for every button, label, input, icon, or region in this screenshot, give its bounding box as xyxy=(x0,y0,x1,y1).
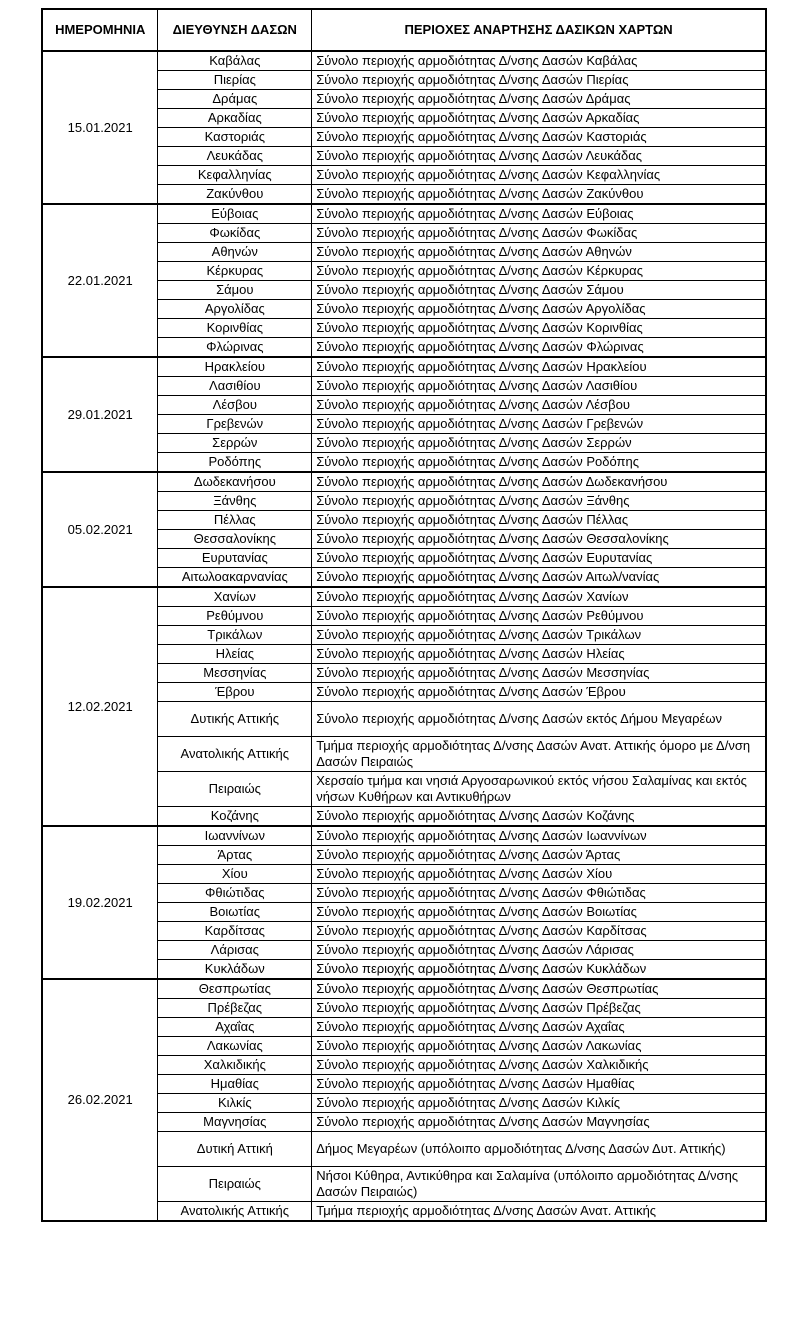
area-cell: Σύνολο περιοχής αρμοδιότητας Δ/νσης Δασών Κορινθίας xyxy=(312,319,766,338)
table-row xyxy=(42,204,766,224)
area-cell: Σύνολο περιοχής αρμοδιότητας Δ/νσης Δασών Καβάλας xyxy=(312,51,766,71)
directorate-cell: Γρεβενών xyxy=(158,415,312,434)
table-row xyxy=(42,51,766,71)
directorate-cell: Αχαΐας xyxy=(158,1018,312,1037)
directorate-cell: Χανίων xyxy=(158,587,312,607)
table-row xyxy=(42,979,766,999)
directorate-cell: Κεφαλληνίας xyxy=(158,166,312,185)
area-cell: Σύνολο περιοχής αρμοδιότητας Δ/νσης Δασών Ηλείας xyxy=(312,645,766,664)
area-cell: Σύνολο περιοχής αρμοδιότητας Δ/νσης Δασών Σερρών xyxy=(312,434,766,453)
area-cell: Σύνολο περιοχής αρμοδιότητας Δ/νσης Δασών Κεφαλληνίας xyxy=(312,166,766,185)
directorate-cell: Λέσβου xyxy=(158,396,312,415)
directorate-cell: Σάμου xyxy=(158,281,312,300)
date-cell: 22.01.2021 xyxy=(42,204,158,357)
area-cell: Σύνολο περιοχής αρμοδιότητας Δ/νσης Δασών Ρεθύμνου xyxy=(312,607,766,626)
directorate-cell: Μεσσηνίας xyxy=(158,664,312,683)
directorate-cell: Καρδίτσας xyxy=(158,922,312,941)
directorate-cell: Χίου xyxy=(158,865,312,884)
area-cell: Σύνολο περιοχής αρμοδιότητας Δ/νσης Δασών Λάρισας xyxy=(312,941,766,960)
date-cell: 19.02.2021 xyxy=(42,826,158,979)
directorate-cell: Φθιώτιδας xyxy=(158,884,312,903)
directorate-cell: Λασιθίου xyxy=(158,377,312,396)
area-cell: Σύνολο περιοχής αρμοδιότητας Δ/νσης Δασών Ροδόπης xyxy=(312,453,766,473)
directorate-cell: Δυτικής Αττικής xyxy=(158,702,312,737)
directorate-cell: Κιλκίς xyxy=(158,1094,312,1113)
area-cell: Σύνολο περιοχής αρμοδιότητας Δ/νσης Δασών Πιερίας xyxy=(312,71,766,90)
area-cell: Σύνολο περιοχής αρμοδιότητας Δ/νσης Δασών Φλώρινας xyxy=(312,338,766,358)
directorate-cell: Κυκλάδων xyxy=(158,960,312,980)
area-cell: Σύνολο περιοχής αρμοδιότητας Δ/νσης Δασών Κοζάνης xyxy=(312,807,766,827)
area-cell: Σύνολο περιοχής αρμοδιότητας Δ/νσης Δασών Αχαΐας xyxy=(312,1018,766,1037)
directorate-cell: Κοζάνης xyxy=(158,807,312,827)
directorate-cell: Αιτωλοακαρνανίας xyxy=(158,568,312,588)
directorate-cell: Θεσπρωτίας xyxy=(158,979,312,999)
area-cell: Σύνολο περιοχής αρμοδιότητας Δ/νσης Δασών Έβρου xyxy=(312,683,766,702)
directorate-cell: Κορινθίας xyxy=(158,319,312,338)
area-cell: Σύνολο περιοχής αρμοδιότητας Δ/νσης Δασών Αιτωλ/νανίας xyxy=(312,568,766,588)
directorate-cell: Ρεθύμνου xyxy=(158,607,312,626)
area-cell: Σύνολο περιοχής αρμοδιότητας Δ/νσης Δασών Φωκίδας xyxy=(312,224,766,243)
directorate-cell: Ξάνθης xyxy=(158,492,312,511)
directorate-cell: Εύβοιας xyxy=(158,204,312,224)
date-cell: 05.02.2021 xyxy=(42,472,158,587)
area-cell: Τμήμα περιοχής αρμοδιότητας Δ/νσης Δασών Ανατ. Αττικής xyxy=(312,1202,766,1222)
date-group xyxy=(42,979,766,1221)
area-cell: Σύνολο περιοχής αρμοδιότητας Δ/νσης Δασών Πρέβεζας xyxy=(312,999,766,1018)
directorate-cell: Καβάλας xyxy=(158,51,312,71)
area-cell: Σύνολο περιοχής αρμοδιότητας Δ/νσης Δασών εκτός Δήμου Μεγαρέων xyxy=(312,702,766,737)
area-cell: Σύνολο περιοχής αρμοδιότητας Δ/νσης Δασών Δράμας xyxy=(312,90,766,109)
area-cell: Σύνολο περιοχής αρμοδιότητας Δ/νσης Δασών Τρικάλων xyxy=(312,626,766,645)
directorate-cell: Αθηνών xyxy=(158,243,312,262)
directorate-cell: Ζακύνθου xyxy=(158,185,312,205)
area-cell: Σύνολο περιοχής αρμοδιότητας Δ/νσης Δασών Λέσβου xyxy=(312,396,766,415)
area-cell: Σύνολο περιοχής αρμοδιότητας Δ/νσης Δασών Άρτας xyxy=(312,846,766,865)
area-cell: Σύνολο περιοχής αρμοδιότητας Δ/νσης Δασών Θεσσαλονίκης xyxy=(312,530,766,549)
directorate-cell: Καστοριάς xyxy=(158,128,312,147)
directorate-cell: Τρικάλων xyxy=(158,626,312,645)
area-cell: Σύνολο περιοχής αρμοδιότητας Δ/νσης Δασών Γρεβενών xyxy=(312,415,766,434)
header-date: ΗΜΕΡΟΜΗΝΙΑ xyxy=(42,9,158,51)
area-cell: Σύνολο περιοχής αρμοδιότητας Δ/νσης Δασών Αθηνών xyxy=(312,243,766,262)
schedule-table xyxy=(41,8,767,1222)
area-cell: Τμήμα περιοχής αρμοδιότητας Δ/νσης Δασών Ανατ. Αττικής όμορο με Δ/νση Δασών Πειραιώς xyxy=(312,737,766,772)
directorate-cell: Αργολίδας xyxy=(158,300,312,319)
header-areas: ΠΕΡΙΟΧΕΣ ΑΝΑΡΤΗΣΗΣ ΔΑΣΙΚΩΝ ΧΑΡΤΩΝ xyxy=(312,9,766,51)
area-cell: Σύνολο περιοχής αρμοδιότητας Δ/νσης Δασών Χαλκιδικής xyxy=(312,1056,766,1075)
area-cell: Σύνολο περιοχής αρμοδιότητας Δ/νσης Δασών Κέρκυρας xyxy=(312,262,766,281)
directorate-cell: Πέλλας xyxy=(158,511,312,530)
area-cell: Σύνολο περιοχής αρμοδιότητας Δ/νσης Δασών Κυκλάδων xyxy=(312,960,766,980)
date-cell: 26.02.2021 xyxy=(42,979,158,1221)
header-directorate: ΔΙΕΥΘΥΝΣΗ ΔΑΣΩΝ xyxy=(158,9,312,51)
directorate-cell: Λευκάδας xyxy=(158,147,312,166)
area-cell: Σύνολο περιοχής αρμοδιότητας Δ/νσης Δασών Ιωαννίνων xyxy=(312,826,766,846)
area-cell: Σύνολο περιοχής αρμοδιότητας Δ/νσης Δασών Κιλκίς xyxy=(312,1094,766,1113)
directorate-cell: Πειραιώς xyxy=(158,1167,312,1202)
area-cell: Σύνολο περιοχής αρμοδιότητας Δ/νσης Δασών Μεσσηνίας xyxy=(312,664,766,683)
directorate-cell: Λακωνίας xyxy=(158,1037,312,1056)
directorate-cell: Δωδεκανήσου xyxy=(158,472,312,492)
area-cell: Σύνολο περιοχής αρμοδιότητας Δ/νσης Δασών Αρκαδίας xyxy=(312,109,766,128)
date-group xyxy=(42,587,766,826)
directorate-cell: Θεσσαλονίκης xyxy=(158,530,312,549)
area-cell: Σύνολο περιοχής αρμοδιότητας Δ/νσης Δασών Λακωνίας xyxy=(312,1037,766,1056)
directorate-cell: Ανατολικής Αττικής xyxy=(158,1202,312,1222)
area-cell: Σύνολο περιοχής αρμοδιότητας Δ/νσης Δασών Ημαθίας xyxy=(312,1075,766,1094)
directorate-cell: Ηλείας xyxy=(158,645,312,664)
area-cell: Σύνολο περιοχής αρμοδιότητας Δ/νσης Δασών Χίου xyxy=(312,865,766,884)
area-cell: Νήσοι Κύθηρα, Αντικύθηρα και Σαλαμίνα (υπόλοιπο αρμοδιότητας Δ/νσης Δασών Πειραιώς) xyxy=(312,1167,766,1202)
date-cell: 12.02.2021 xyxy=(42,587,158,826)
date-group xyxy=(42,826,766,979)
directorate-cell: Φλώρινας xyxy=(158,338,312,358)
date-group xyxy=(42,472,766,587)
date-cell: 29.01.2021 xyxy=(42,357,158,472)
date-group xyxy=(42,51,766,204)
area-cell: Σύνολο περιοχής αρμοδιότητας Δ/νσης Δασών Βοιωτίας xyxy=(312,903,766,922)
directorate-cell: Ηρακλείου xyxy=(158,357,312,377)
area-cell: Σύνολο περιοχής αρμοδιότητας Δ/νσης Δασών Καστοριάς xyxy=(312,128,766,147)
area-cell: Σύνολο περιοχής αρμοδιότητας Δ/νσης Δασών Πέλλας xyxy=(312,511,766,530)
table-row xyxy=(42,472,766,492)
area-cell: Σύνολο περιοχής αρμοδιότητας Δ/νσης Δασών Θεσπρωτίας xyxy=(312,979,766,999)
table-row xyxy=(42,587,766,607)
directorate-cell: Ροδόπης xyxy=(158,453,312,473)
directorate-cell: Άρτας xyxy=(158,846,312,865)
directorate-cell: Ανατολικής Αττικής xyxy=(158,737,312,772)
area-cell: Σύνολο περιοχής αρμοδιότητας Δ/νσης Δασών Αργολίδας xyxy=(312,300,766,319)
directorate-cell: Αρκαδίας xyxy=(158,109,312,128)
area-cell: Σύνολο περιοχής αρμοδιότητας Δ/νσης Δασών Φθιώτιδας xyxy=(312,884,766,903)
date-group xyxy=(42,357,766,472)
area-cell: Σύνολο περιοχής αρμοδιότητας Δ/νσης Δασών Εύβοιας xyxy=(312,204,766,224)
area-cell: Σύνολο περιοχής αρμοδιότητας Δ/νσης Δασών Ευρυτανίας xyxy=(312,549,766,568)
area-cell: Σύνολο περιοχής αρμοδιότητας Δ/νσης Δασών Καρδίτσας xyxy=(312,922,766,941)
table-row xyxy=(42,826,766,846)
area-cell: Σύνολο περιοχής αρμοδιότητας Δ/νσης Δασών Λευκάδας xyxy=(312,147,766,166)
area-cell: Χερσαίο τμήμα και νησιά Αργοσαρωνικού εκτός νήσου Σαλαμίνας και εκτός νήσων Κυθήρων και Αντικυθήρων xyxy=(312,772,766,807)
area-cell: Σύνολο περιοχής αρμοδιότητας Δ/νσης Δασών Μαγνησίας xyxy=(312,1113,766,1132)
area-cell: Σύνολο περιοχής αρμοδιότητας Δ/νσης Δασών Χανίων xyxy=(312,587,766,607)
date-group xyxy=(42,204,766,357)
table-row xyxy=(42,357,766,377)
directorate-cell: Ευρυτανίας xyxy=(158,549,312,568)
directorate-cell: Φωκίδας xyxy=(158,224,312,243)
area-cell: Σύνολο περιοχής αρμοδιότητας Δ/νσης Δασών Λασιθίου xyxy=(312,377,766,396)
directorate-cell: Πιερίας xyxy=(158,71,312,90)
directorate-cell: Ημαθίας xyxy=(158,1075,312,1094)
directorate-cell: Κέρκυρας xyxy=(158,262,312,281)
area-cell: Σύνολο περιοχής αρμοδιότητας Δ/νσης Δασών Σάμου xyxy=(312,281,766,300)
area-cell: Σύνολο περιοχής αρμοδιότητας Δ/νσης Δασών Δωδεκανήσου xyxy=(312,472,766,492)
date-cell: 15.01.2021 xyxy=(42,51,158,204)
directorate-cell: Έβρου xyxy=(158,683,312,702)
directorate-cell: Πειραιώς xyxy=(158,772,312,807)
directorate-cell: Μαγνησίας xyxy=(158,1113,312,1132)
directorate-cell: Δυτική Αττική xyxy=(158,1132,312,1167)
area-cell: Σύνολο περιοχής αρμοδιότητας Δ/νσης Δασών Ξάνθης xyxy=(312,492,766,511)
directorate-cell: Χαλκιδικής xyxy=(158,1056,312,1075)
directorate-cell: Δράμας xyxy=(158,90,312,109)
table-header xyxy=(42,9,766,51)
directorate-cell: Λάρισας xyxy=(158,941,312,960)
area-cell: Δήμος Μεγαρέων (υπόλοιπο αρμοδιότητας Δ/νσης Δασών Δυτ. Αττικής) xyxy=(312,1132,766,1167)
directorate-cell: Ιωαννίνων xyxy=(158,826,312,846)
area-cell: Σύνολο περιοχής αρμοδιότητας Δ/νσης Δασών Ζακύνθου xyxy=(312,185,766,205)
area-cell: Σύνολο περιοχής αρμοδιότητας Δ/νσης Δασών Ηρακλείου xyxy=(312,357,766,377)
directorate-cell: Σερρών xyxy=(158,434,312,453)
directorate-cell: Βοιωτίας xyxy=(158,903,312,922)
directorate-cell: Πρέβεζας xyxy=(158,999,312,1018)
